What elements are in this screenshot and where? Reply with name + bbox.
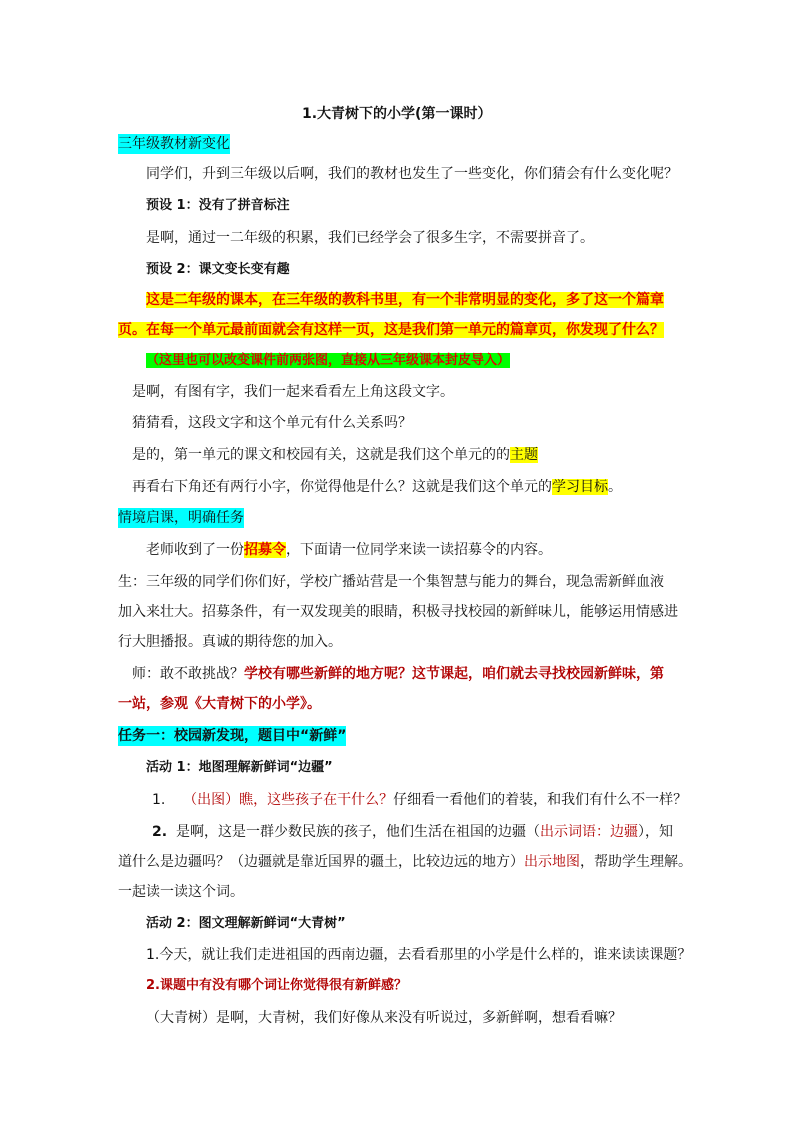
item-2-cont-red: 出示地图 [524,854,580,870]
teacher-line-1 [132,664,664,684]
activity-1-item-2-cont [118,852,692,872]
keyword-recruit-notice: 招募令 [244,542,286,558]
item-number-1: 1. [152,792,166,808]
activity-2-item-2: 2.课题中有没有哪个词让你觉得很有新鲜感？ [146,978,407,993]
item-1-rest: 仔细看一看他们的着装，和我们有什么不一样？ [393,792,688,808]
item-2-text-a: 是啊，这是一群少数民族的孩子，他们生活在祖国的边疆（ [175,824,540,840]
activity-1-item-2 [152,822,673,842]
section-heading-textbook-changes: 三年级教材新变化 [118,136,230,152]
item-2-cont-text: 道什么是边疆吗？（边疆就是靠近国界的疆土，比较边远的地方） [118,854,524,870]
teacher-note [146,351,510,371]
paragraph-recruit [146,540,552,560]
preset-1-text: 是啊，通过一二年级的积累，我们已经学会了很多生字，不需要拼音了。 [146,230,594,246]
highlight-line-1 [146,290,664,310]
teacher-line-2: 一站，参观《大青树下的小学》。 [118,696,321,712]
activity-2-item-3: （大青树）是啊，大青树，我们好像从来没有听说过，多新鲜啊，想看看嘛？ [146,1010,622,1026]
preset-1-label: 预设 1：没有了拼音标注 [146,198,290,213]
line-4-text: 再看右下角还有两行小字，你觉得他是什么？这就是我们这个单元的 [132,479,552,495]
activity-1-label: 活动 1：地图理解新鲜词“边疆” [146,760,333,775]
student-line-1: 生：三年级的同学们你们好，学校广播站营是一个集智慧与能力的舞台，现急需新鲜血液 [118,574,664,590]
teacher-note-text: （这里也可以改变课件前两张图，直接从三年级课本封皮导入） [146,353,511,368]
keyword-theme: 主题 [510,447,538,463]
student-line-2: 加入来壮大。招募条件，有一双发现美的眼睛，积极寻找校园的新鲜味儿，能够运用情感进 [118,604,678,620]
item-1-red: （出图）瞧，这些孩子在干什么？ [183,792,394,808]
section-heading-task-1: 任务一：校园新发现，题目中“新鲜” [118,728,347,744]
section-heading-context: 情境启课，明确任务 [118,510,244,526]
teacher-red-text: 学校有哪些新鲜的地方呢？这节课起，咱们就去寻找校园新鲜味，第 [244,666,664,682]
line-4-end: 。 [608,479,622,495]
highlight-line-2 [118,320,664,340]
item-number-2: 2. [152,824,168,840]
paragraph-question: 同学们，升到三年级以后啊，我们的教材也发生了一些变化，你们猜会有什么变化呢？ [146,166,678,182]
preset-2-label: 预设 2：课文变长变有趣 [146,262,290,277]
activity-1-item-2-end: 一起读一读这个词。 [118,884,244,900]
highlight-text-1: 这是二年级的课本，在三年级的教科书里，有一个非常明显的变化，多了这一个篇章 [146,292,664,308]
recruit-post: ，下面请一位同学来读一读招募令的内容。 [286,542,552,558]
item-2-text-b: ），知 [637,824,673,840]
paragraph-line-2: 猜猜看，这段文字和这个单元有什么关系吗？ [132,415,412,431]
paragraph-line-4 [132,477,622,497]
highlight-text-2: 页。在每一个单元最前面就会有这样一页，这是我们第一单元的篇章页，你发现了什么？ [118,322,664,338]
keyword-learning-goal: 学习目标 [552,479,608,495]
paragraph-line-1: 是啊，有图有字，我们一起来看看左上角这段文字。 [132,384,454,400]
teacher-prefix: 师：敢不敢挑战？ [132,666,244,682]
line-3-text: 是的，第一单元的课文和校园有关，这就是我们这个单元的的 [132,447,510,463]
item-2-cont-end: ，帮助学生理解。 [580,854,692,870]
recruit-pre: 老师收到了一份 [146,542,244,558]
item-2-red: 出示词语：边疆 [539,824,638,840]
activity-1-item-1 [152,790,687,810]
activity-2-item-1: 1.今天，就让我们走进祖国的西南边疆，去看看那里的小学是什么样的，谁来读读课题？ [146,947,692,963]
student-line-3: 行大胆播报。真诚的期待您的加入。 [118,634,342,650]
activity-2-label: 活动 2：图文理解新鲜词“大青树” [146,916,346,931]
paragraph-line-3 [132,445,538,465]
page-title: 1.大青树下的小学(第一课时） [302,106,492,122]
